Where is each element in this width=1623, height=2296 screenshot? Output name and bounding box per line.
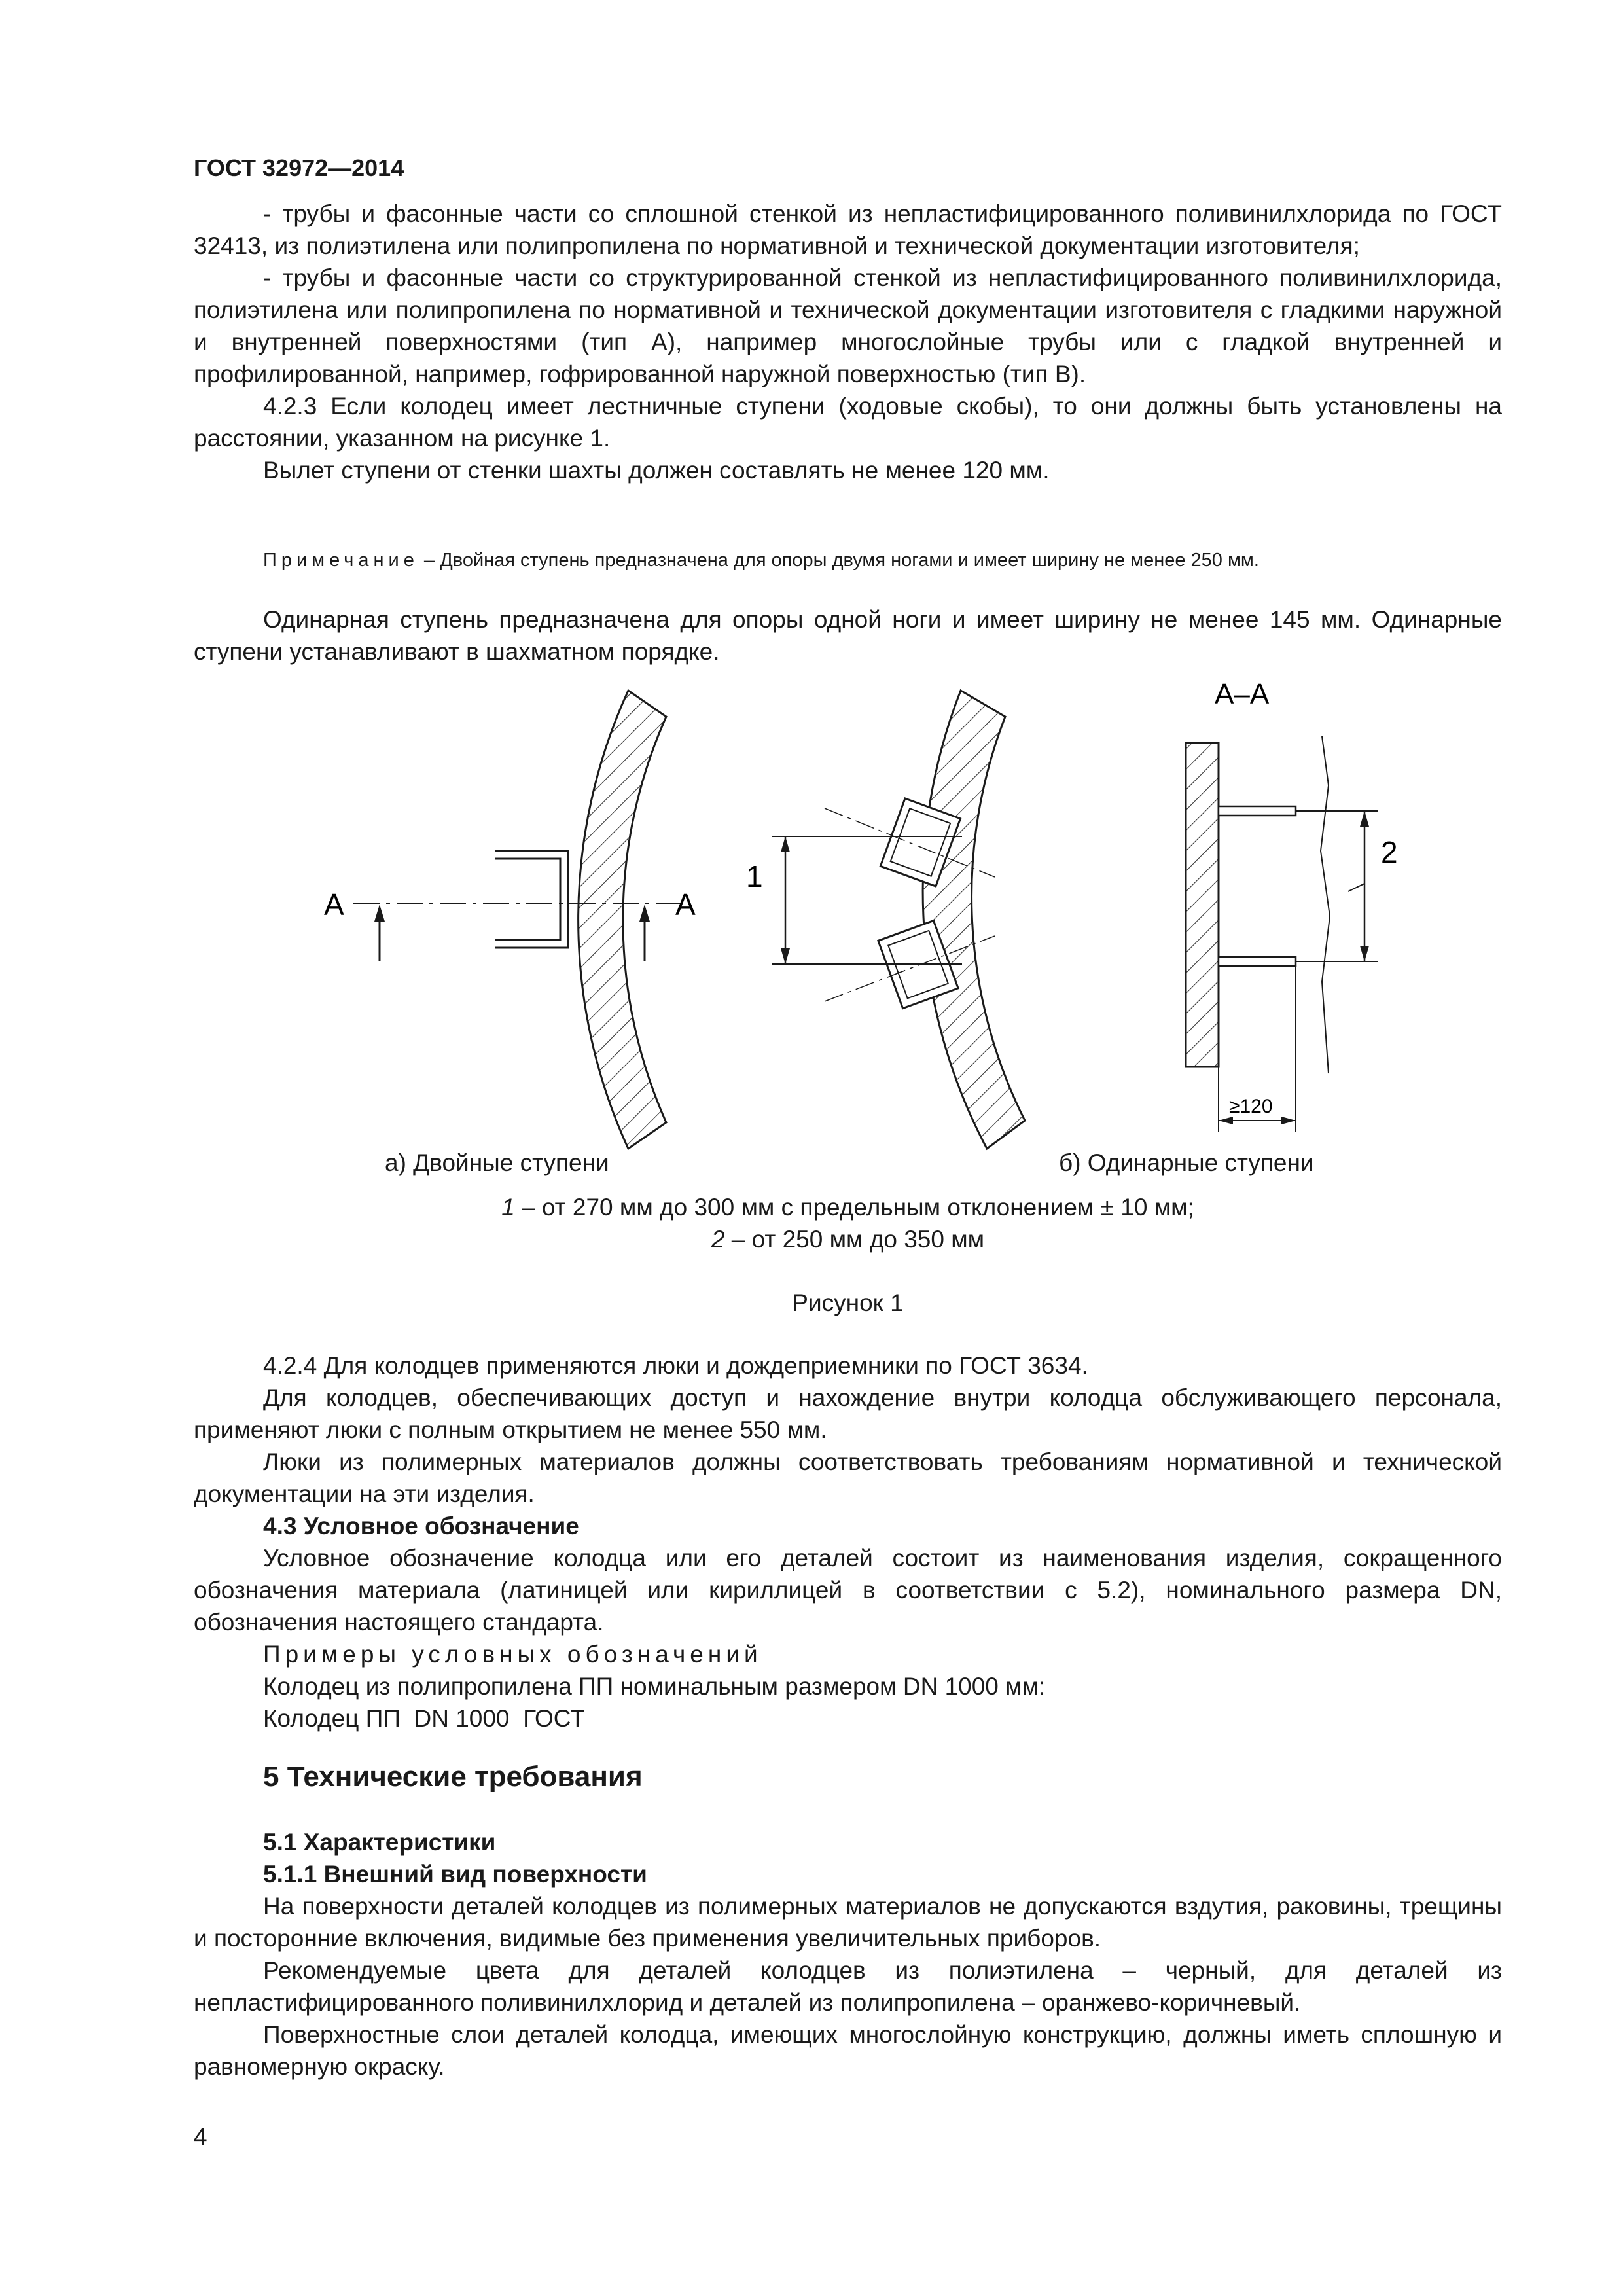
single-steps-drawing <box>746 691 1025 1149</box>
double-step-drawing <box>324 691 696 1149</box>
section-label-a-right: А <box>675 888 696 922</box>
section-label-a-left: А <box>324 888 344 922</box>
view-label: А–А <box>1215 678 1270 710</box>
paragraph: Условное обозначение колодца или его деталей состоит из наименования изделия, сокращенного обозначения материала (латиницей или кириллицей в соответствии с 5.2), номинального размера DN, обозначения настоящего стандарта. <box>194 1545 1502 1636</box>
paragraph: 4.2.3 Если колодец имеет лестничные ступени (ходовые скобы), то они должны быть установлены на расстоянии, указанном на рисунке 1. <box>194 393 1502 452</box>
section-heading: 4.3 Условное обозначение <box>263 1513 579 1539</box>
example-line: Колодец ПП DN 1000 ГОСТ <box>263 1705 585 1732</box>
dimension-1-label: 1 <box>746 859 763 893</box>
subsection-heading: 5.1 Характеристики <box>263 1829 496 1856</box>
paragraph: - трубы и фасонные части со структурированной стенкой из непластифицированного поливинилхлорида, полиэтилена или полипропилена по нормативной и технической документации изготовителя с гладкими наружной и внутренней поверхностями (тип А), например многослойные трубы или с гладкой внутренней и профилированной, например, гофрированной наружной поверхностью (тип В). <box>194 264 1502 387</box>
dimension-2-label: 2 <box>1381 835 1398 869</box>
paragraph: Вылет ступени от стенки шахты должен составлять не менее 120 мм. <box>263 457 1050 484</box>
step-rung-lower <box>1219 957 1296 966</box>
section-view-aa <box>1186 678 1398 1132</box>
section-5-body <box>194 1826 1502 2083</box>
section-4-2-4 <box>194 1350 1502 1734</box>
paragraph: - трубы и фасонные части со сплошной стенкой из непластифицированного поливинилхлорида по ГОСТ 32413, из полиэтилена или полипропилена по нормативной и технической документации изготовителя; <box>194 200 1502 259</box>
example-line: Колодец из полипропилена ПП номинальным размером DN 1000 мм: <box>263 1673 1046 1700</box>
shaft-wall-section <box>923 691 1025 1149</box>
figure-title: Рисунок 1 <box>792 1289 904 1316</box>
paragraph: Поверхностные слои деталей колодца, имеющих многослойную конструкцию, должны иметь сплошную и равномерную окраску. <box>194 2021 1502 2080</box>
legend-line-1: 1 – от 270 мм до 300 мм с предельным отклонением ± 10 мм; <box>501 1194 1194 1221</box>
paragraph: 4.2.4 Для колодцев применяются люки и дождеприемники по ГОСТ 3634. <box>263 1352 1088 1379</box>
paragraph: Одинарная ступень предназначена для опоры одной ноги и имеет ширину не менее 145 мм. Одинарные ступени устанавливают в шахматном порядке. <box>194 606 1502 665</box>
figure-legend <box>194 1191 1502 1255</box>
caption-b: б) Одинарные ступени <box>1059 1149 1314 1176</box>
section-5-heading: 5 Технические требования <box>263 1761 643 1793</box>
legend-line-2: 2 – от 250 мм до 350 мм <box>711 1226 985 1253</box>
note-label: Примечание <box>263 550 419 571</box>
step-rung-upper <box>1219 806 1296 816</box>
paragraph: Для колодцев, обеспечивающих доступ и нахождение внутри колодца обслуживающего персонала, применяют люки с полным открытием не менее 550 мм. <box>194 1384 1502 1443</box>
shaft-wall-profile <box>1186 743 1219 1067</box>
standard-header: ГОСТ 32972—2014 <box>194 154 404 181</box>
note-text: – Двойная ступень предназначена для опоры двумя ногами и имеет ширину не менее 250 мм. <box>418 550 1259 571</box>
page-number: 4 <box>194 2123 207 2150</box>
subsection-heading: 5.1.1 Внешний вид поверхности <box>263 1861 647 1888</box>
dimension-min-label: ≥120 <box>1229 1096 1273 1117</box>
examples-label: Примеры условных обозначений <box>263 1641 762 1668</box>
paragraph: На поверхности деталей колодцев из полимерных материалов не допускаются вздутия, раковины, трещины и посторонние включения, видимые без применения увеличительных приборов. <box>194 1893 1502 1952</box>
caption-a: а) Двойные ступени <box>385 1149 609 1176</box>
paragraph: Рекомендуемые цвета для деталей колодцев из полиэтилена – черный, для деталей из непластифицированного поливинилхлорид и деталей из полипропилена – оранжево-коричневый. <box>194 1957 1502 2016</box>
paragraph: Люки из полимерных материалов должны соответствовать требованиям нормативной и технической документации на эти изделия. <box>194 1448 1502 1507</box>
shaft-wall-section <box>579 691 666 1149</box>
